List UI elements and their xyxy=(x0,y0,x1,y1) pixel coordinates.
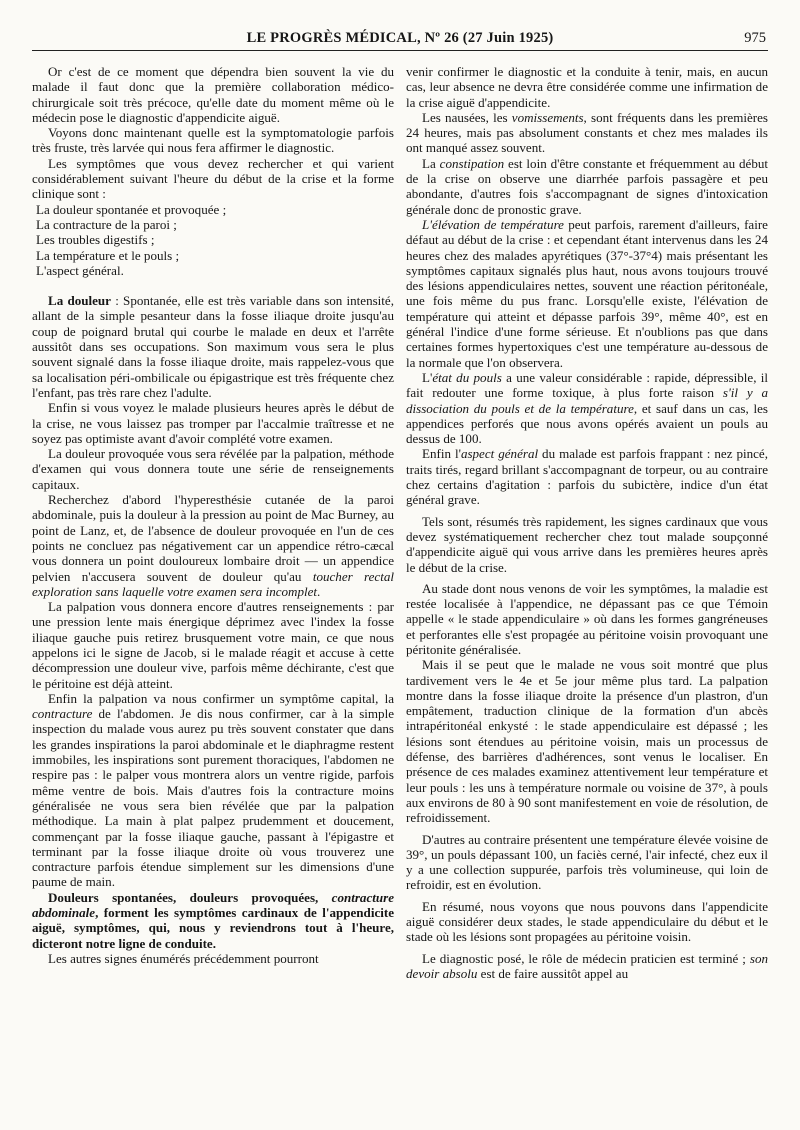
paragraph: La constipation est loin d'être constante et fréquemment au début de la crise on observe une diarrhée parfois passagère et peu abondante, d'autres fois s'accompagnant de signes d'intoxication générale donc de pronostic grave. xyxy=(406,155,768,217)
right-column xyxy=(406,64,768,1094)
paragraph: venir confirmer le diagnostic et la conduite à tenir, mais, en aucun cas, leur absence ne devra être considérée comme une infirmation de la crise aiguë d'appendicite. xyxy=(406,64,768,110)
paragraph: D'autres au contraire présentent une température élevée voisine de 39°, un pouls dépassant 100, un faciès cerné, l'air infecté, chez eux il y a une collection suppurée, parfois très volumineuse, qui loin de refroidir, est en évolution. xyxy=(406,831,768,893)
paragraph: Les nausées, les vomissements, sont fréquents dans les premières 24 heures, mais pas absolument constants et chez mes malades ils ont manqué assez souvent. xyxy=(406,109,768,156)
symptom-list-item: La contracture de la paroi ; xyxy=(36,216,177,232)
paragraph: L'élévation de température peut parfois, rarement d'ailleurs, faire défaut au début de la crise : et cependant étant intervenus dans les 24 heures chez des malades apyrétiques (37°-37°4) mais présentant les symptômes capitaux signalés plus haut, nous avons toujours trouvé des lésions appendiculaires nettes, souvent une réaction péritonéale, une fois même du pus franc. Lorsqu'elle existe, l'élévation de température qui atteint et dépasse parfois 39°, même 40°, est en général l'indice d'une forme sérieuse. Et n'oublions pas que dans certaines formes hypertoxiques c'est une température au-dessous de la normale que l'on observera. xyxy=(406,216,768,370)
paragraph: Voyons donc maintenant quelle est la symptomatologie parfois très fruste, très larvée qui nous fera affirmer le diagnostic. xyxy=(32,125,394,156)
running-title: LE PROGRÈS MÉDICAL, Nº 26 (27 Juin 1925) xyxy=(246,30,554,46)
symptom-list-item: La douleur spontanée et provoquée ; xyxy=(36,201,227,217)
left-column xyxy=(32,64,394,1094)
paragraph: L'état du pouls a une valeur considérable : rapide, dépressible, il fait redouter une forme toxique, à plus forte raison s'il y a dissociation du pouls et de la température, et sauf dans un cas, les appendices perforés que nous avons opérés avaient un pouls au dessus de 100. xyxy=(406,369,768,447)
symptom-list-item: L'aspect général. xyxy=(36,262,124,278)
paragraph: Recherchez d'abord l'hyperesthésie cutanée de la paroi abdominale, puis la douleur à la pression au point de Mac Burney, au point de Lanz, et, de l'absence de douleur provoquée en l'un de ces points ne concluez pas négativement car un appendice rétro-cæcal vous donnera un point douloureux lombaire droit — un appendice pelvien n'accusera souvent de douleur qu'au toucher rectal exploration sans laquelle votre examen sera incomplet. xyxy=(32,492,394,599)
paragraph: Enfin l'aspect général du malade est parfois frappant : nez pincé, traits tirés, regard brillant s'accompagnant de torpeur, ou au contraire chez certains d'agitation : parfois du subictère, indice d'un état général grave. xyxy=(406,446,768,508)
paragraph: En résumé, nous voyons que nous pouvons dans l'appendicite aiguë considérer deux stades, le stade appendiculaire du début et le stade où les lésions sont propagées au péritoine voisin. xyxy=(406,898,768,945)
symptom-list-item: La température et le pouls ; xyxy=(36,247,180,263)
paragraph: La palpation vous donnera encore d'autres renseignements : par une pression lente mais énergique déprimez avec l'index la fosse iliaque gauche puis retirez brusquement votre main, ce que nous appelons ici le signe de Jacob, si le malade réagit et accuse à cette décompression une douleur vive, parfois même déchirante, c'est que le péritoine est déjà atteint. xyxy=(32,599,394,691)
page-number: 975 xyxy=(744,30,766,46)
paragraph: Au stade dont nous venons de voir les symptômes, la maladie est restée localisée à l'appendice, ne dépassant pas ce que Témoin appelle « le stade appendiculaire » où dans les formes gangréneuses et perforantes elle s'est propagée au péritoine voisin provoquant une péritonite généralisée. xyxy=(406,580,768,657)
paragraph: Enfin si vous voyez le malade plusieurs heures après le début de la crise, ne vous laissez pas tromper par l'accalmie traîtresse et ne soyez pas optimiste avant d'avoir complété votre examen. xyxy=(32,400,394,446)
paragraph: Tels sont, résumés très rapidement, les signes cardinaux que vous devez systématiquement rechercher chez tout malade soupçonné d'appendicite aiguë qui vous arrive dans les premières heures après le début de la crise. xyxy=(406,513,768,575)
paragraph: La douleur provoquée vous sera révélée par la palpation, méthode d'examen qui vous donnera toute une série de renseignements capitaux. xyxy=(32,446,394,492)
paragraph: Mais il se peut que le malade ne vous soit montré que plus tardivement vers le 4e et 5e jour même plus tard. La palpation montre dans la fosse iliaque droite la présence d'un plastron, d'un empâtement, traduction clinique de la formation d'un abcès intrapéritonéal enkysté : le stade appendiculaire est dépassé ; les lésions sont étendues au péritoine voisin, mais un processus de défense, des barrières d'adhérences, sont venus le localiser. En présence de ces malades examinez attentivement leur température et leur pouls : les uns à température normale ou voisine de 37°, à pouls aux environs de 80 à 90 sont manifestement en voie de résolution, de refroidissement. xyxy=(406,657,768,826)
symptom-list-item: Les troubles digestifs ; xyxy=(36,232,155,248)
paragraph: Or c'est de ce moment que dépendra bien souvent la vie du malade il faut donc que la première collaboration médico-chirurgicale soit très précoce, qu'elle date du moment même où le médecin pose le diagnostic d'appendicite aiguë. xyxy=(32,64,394,125)
page-header xyxy=(32,28,768,51)
paragraph: La douleur : Spontanée, elle est très variable dans son intensité, allant de la simple pesanteur dans la fosse iliaque droite jusqu'au coup de poignard brutal qui courbe le malade en deux et l'arrête aussitôt dans ses occupations. Son maximum vous sera le plus souvent signalé dans la fosse iliaque droite, mais rappelez-vous que sa localisation péri-ombilicale ou épigastrique est très fréquente chez l'enfant, pas très rare chez l'adulte. xyxy=(32,293,394,400)
paragraph: Enfin la palpation va nous confirmer un symptôme capital, la contracture de l'abdomen. Je dis nous confirmer, car à la simple inspection du malade vous aurez pu très souvent constater que dans les grandes inspirations la paroi abdominale et le diaphragme restent immobiles, les inspirations sont purement thoraciques, l'abdomen ne respire pas : le palper vous montrera alors un ventre rigide, parfois même ventre de bois. Mais d'autres fois la contracture moins généralisée ne vous sera bien révélée que par la palpation méthodique. La main à plat palpez prudemment et doucement, commençant par la fosse iliaque gauche, passant à l'épigastre et terminant par la fosse iliaque droite où vous trouverez une contracture parfois étendue simplement sur les dimensions d'une paume de main. xyxy=(32,690,394,890)
section-lead: La douleur xyxy=(48,293,111,309)
paragraph: Les symptômes que vous devez rechercher et qui varient considérablement suivant l'heure du début de la crise et la forme clinique sont : xyxy=(32,155,394,202)
paragraph: Le diagnostic posé, le rôle de médecin praticien est terminé ; son devoir absolu est de faire aussitôt appel au xyxy=(406,950,768,981)
paragraph: Douleurs spontanées, douleurs provoquées, contracture abdominale, forment les symptômes cardinaux de l'appendicite aiguë, symptômes, qui, nous y reviendrons tout à l'heure, dicteront notre ligne de conduite. xyxy=(32,889,394,951)
paragraph: Les autres signes énumérés précédemment pourront xyxy=(48,950,319,966)
